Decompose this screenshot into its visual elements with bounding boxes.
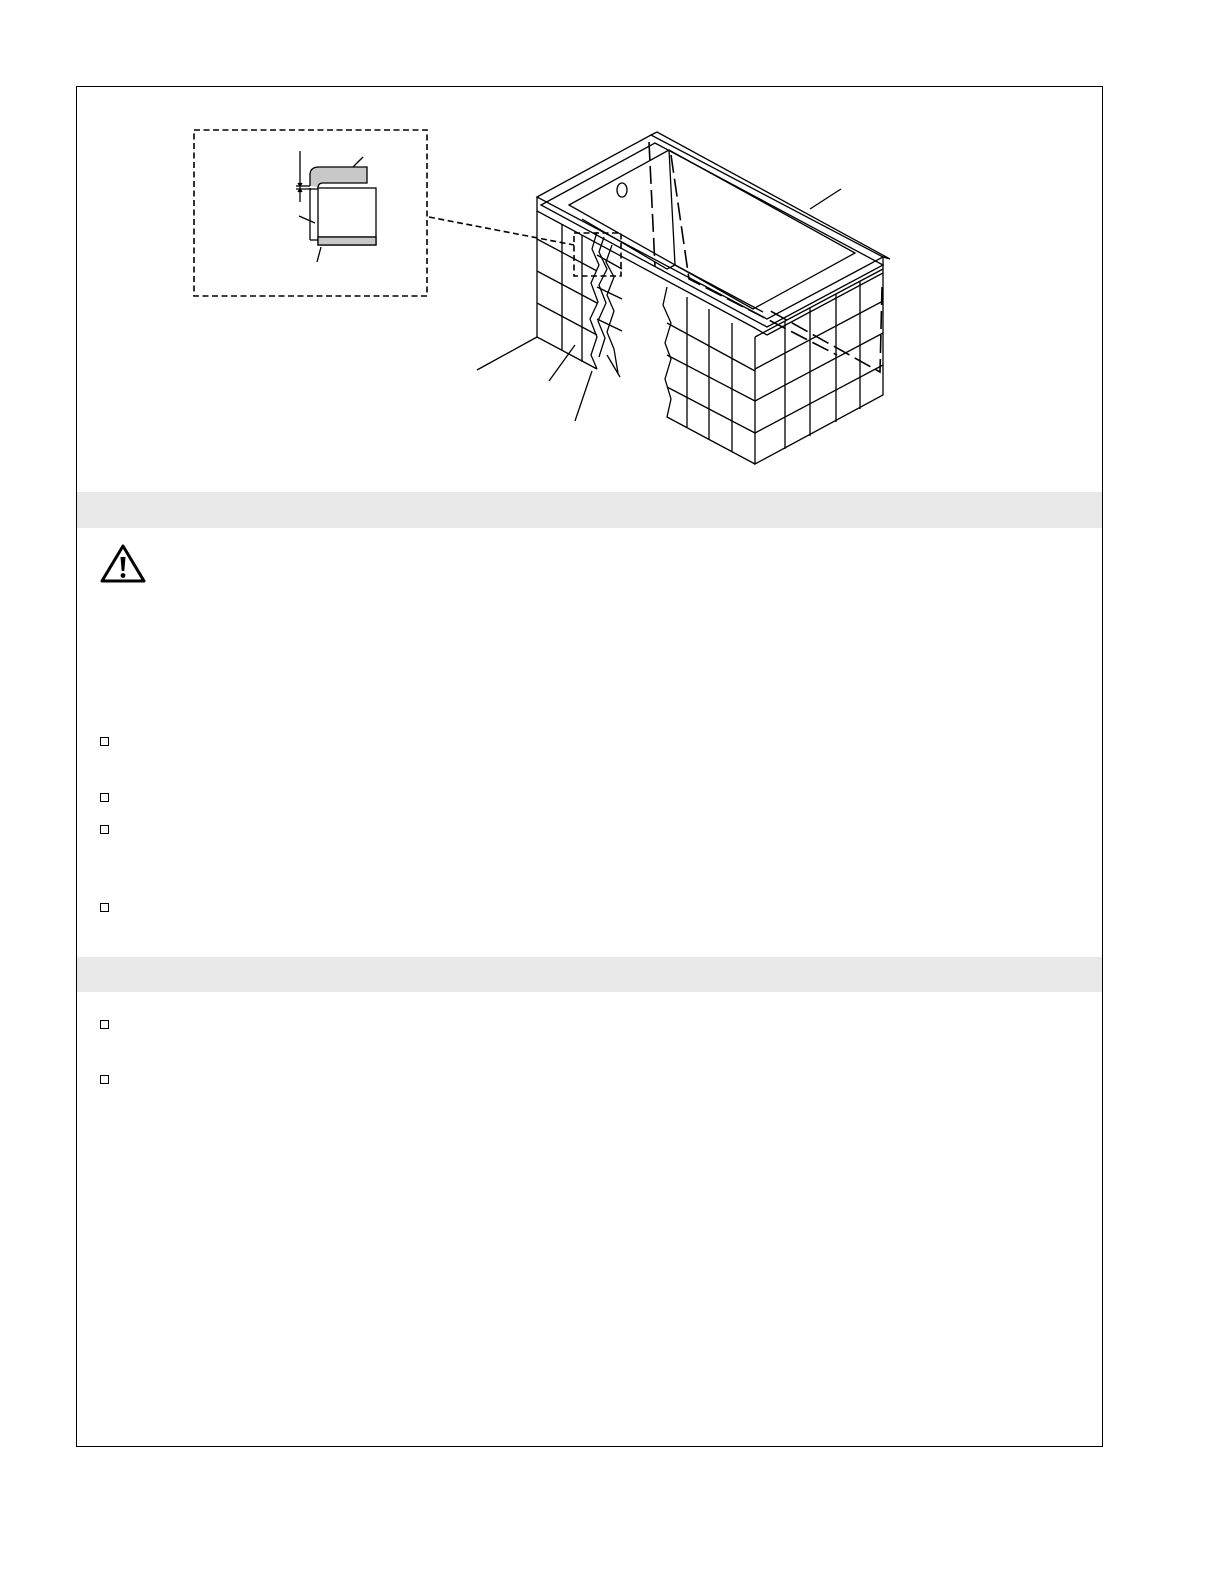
checklist-box-5[interactable] <box>100 1020 109 1029</box>
tiled-apron <box>537 211 883 464</box>
bathtub-installation-illustration <box>77 87 1104 492</box>
section-heading-band-2 <box>77 957 1102 992</box>
detail-inset <box>194 130 427 296</box>
checklist-box-2[interactable] <box>100 793 109 802</box>
bathtub-rim <box>537 132 890 335</box>
page-frame <box>76 86 1103 1447</box>
section-heading-band-1 <box>77 492 1102 528</box>
checklist-box-6[interactable] <box>100 1075 109 1084</box>
warning-triangle-icon <box>99 543 147 585</box>
checklist-box-1[interactable] <box>100 737 109 746</box>
checklist-box-3[interactable] <box>100 825 109 834</box>
checklist-box-4[interactable] <box>100 903 109 912</box>
